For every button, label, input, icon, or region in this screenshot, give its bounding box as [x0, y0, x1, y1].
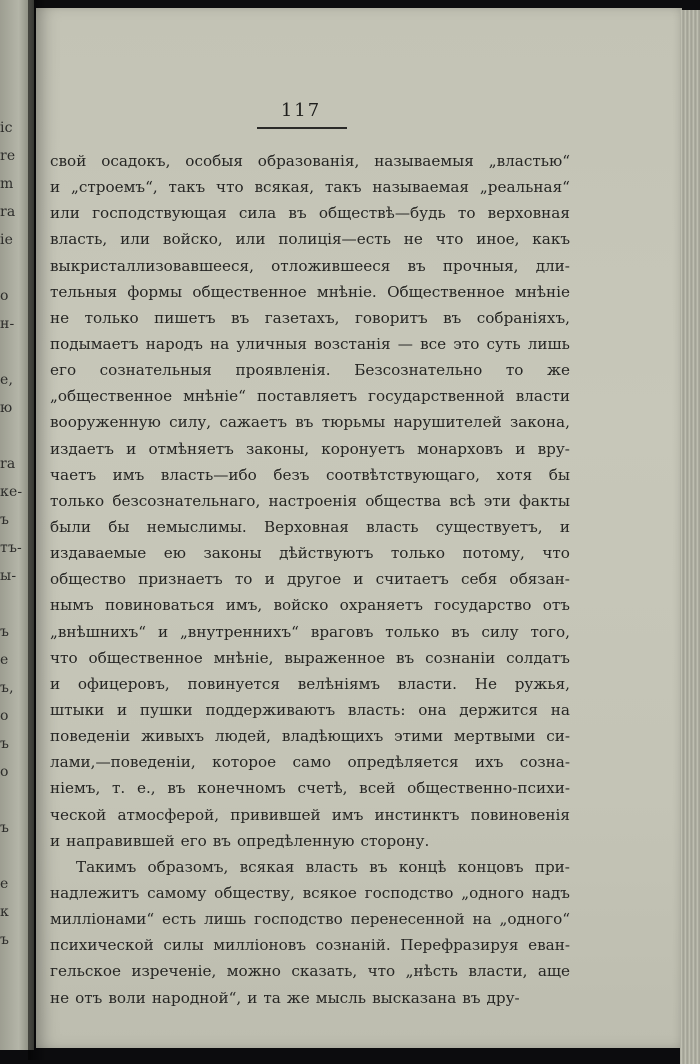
- text-line: Такимъ образомъ, всякая власть въ концѣ концовъ при-: [76, 857, 570, 876]
- text-line: что общественное мнѣніе, выраженное въ сознаніи солдатъ: [50, 648, 570, 667]
- text-line: власть, или войско, или полиція—есть не что иное, какъ: [50, 230, 570, 249]
- text-line: штыки и пушки поддерживаютъ власть: она держится на: [50, 700, 570, 719]
- left-page-fragment: o: [0, 288, 9, 304]
- text-line: милліонами“ есть лишь господство перенесенной на „одного“: [50, 910, 570, 929]
- left-page-fragment: ъ: [0, 932, 10, 948]
- left-page-fragment: ic: [0, 120, 13, 136]
- page-number-rule: [257, 127, 347, 129]
- left-page-fragment: ъ: [0, 512, 10, 528]
- text-line: „внѣшнихъ“ и „внутреннихъ“ враговъ только въ силу того,: [50, 622, 570, 641]
- left-page-fragment: ъ: [0, 736, 10, 752]
- text-line: гельское изреченіе, можно сказать, что „нѣсть власти, аще: [50, 962, 570, 981]
- text-line: тельныя формы общественное мнѣніе. Общественное мнѣніе: [50, 282, 570, 301]
- text-line: или господствующая сила въ обществѣ—будь то верховная: [50, 204, 570, 223]
- text-line: ческой атмосферой, привившей имъ инстинктъ повиновенія: [50, 805, 570, 824]
- text-line: были бы немыслимы. Верховная власть существуетъ, и: [50, 517, 570, 536]
- left-page-fragment: ю: [0, 400, 13, 416]
- left-page-fragment: ке-: [0, 484, 23, 500]
- text-line: ніемъ, т. е., въ конечномъ счетѣ, всей общественно-психи-: [50, 779, 570, 798]
- text-line: не отъ воли народной“, и та же мысль высказана въ дру-: [50, 988, 520, 1007]
- page-number: 117: [280, 100, 322, 121]
- text-line: „общественное мнѣніе“ поставляетъ государственной власти: [50, 387, 570, 406]
- left-page-fragment: e,: [0, 372, 14, 388]
- left-page-fragment: ъ,: [0, 680, 14, 696]
- left-page-fragment: ra: [0, 204, 16, 220]
- page-block-edges: [680, 10, 700, 1064]
- left-page-fragment: тъ-: [0, 540, 22, 556]
- text-line: психической силы милліоновъ сознаній. Перефразируя еван-: [50, 936, 570, 955]
- left-page-fragment: ie: [0, 232, 14, 248]
- text-line: его сознательныя проявленія. Безсознательно то же: [50, 361, 570, 380]
- text-line: только безсознательнаго, настроенія общества всѣ эти факты: [50, 491, 570, 510]
- text-line: издаетъ и отмѣняетъ законы, коронуетъ монарховъ и вру-: [50, 439, 570, 458]
- text-line: общество признаетъ то и другое и считаетъ себя обязан-: [50, 570, 570, 589]
- text-line: вооруженную силу, сажаетъ въ тюрьмы нарушителей закона,: [50, 413, 570, 432]
- text-line: и офицеровъ, повинуется велѣніямъ власти. Не ружья,: [50, 674, 570, 693]
- text-line: чаетъ имъ власть—ибо безъ соотвѣтствующаго, хотя бы: [50, 465, 570, 484]
- left-page-fragment: o: [0, 764, 9, 780]
- left-page-fragment: ra: [0, 456, 16, 472]
- text-line: поведеніи живыхъ людей, владѣющихъ этими мертвыми си-: [50, 727, 570, 746]
- text-line: не только пишетъ въ газетахъ, говоритъ въ собраніяхъ,: [50, 308, 570, 327]
- left-page-fragment: ы-: [0, 568, 17, 584]
- text-line: и „строемъ“, такъ что всякая, такъ называемая „реальная“: [50, 178, 570, 197]
- text-line: нымъ повиноваться имъ, войско охраняетъ государство отъ: [50, 596, 570, 615]
- left-page-fragment: e: [0, 652, 9, 668]
- left-page-fragment: o: [0, 708, 9, 724]
- left-page-fragment: re: [0, 148, 16, 164]
- text-line: надлежитъ самому обществу, всякое господство „одного надъ: [50, 883, 570, 902]
- text-line: лами,—поведеніи, которое само опредѣляется ихъ созна-: [50, 753, 570, 772]
- left-page-fragment: ъ: [0, 624, 10, 640]
- body-text: [50, 148, 570, 1011]
- left-page-fragment: m: [0, 176, 14, 192]
- left-page-fragment: ъ: [0, 820, 10, 836]
- text-line: выкристаллизовавшееся, отложившееся въ прочныя, дли-: [50, 256, 570, 275]
- text-line: свой осадокъ, особыя образованія, называемыя „властью“: [50, 152, 570, 170]
- left-page-fragment: н-: [0, 316, 15, 332]
- text-line: издаваемые ею законы дѣйствуютъ только потому, что: [50, 544, 570, 563]
- text-line: и направившей его въ опредѣленную сторону.: [50, 831, 430, 850]
- left-page-fragment: к: [0, 904, 9, 920]
- left-page-fragment: e: [0, 876, 9, 892]
- text-line: подымаетъ народъ на уличныя возстанія — все это суть лишь: [50, 334, 570, 353]
